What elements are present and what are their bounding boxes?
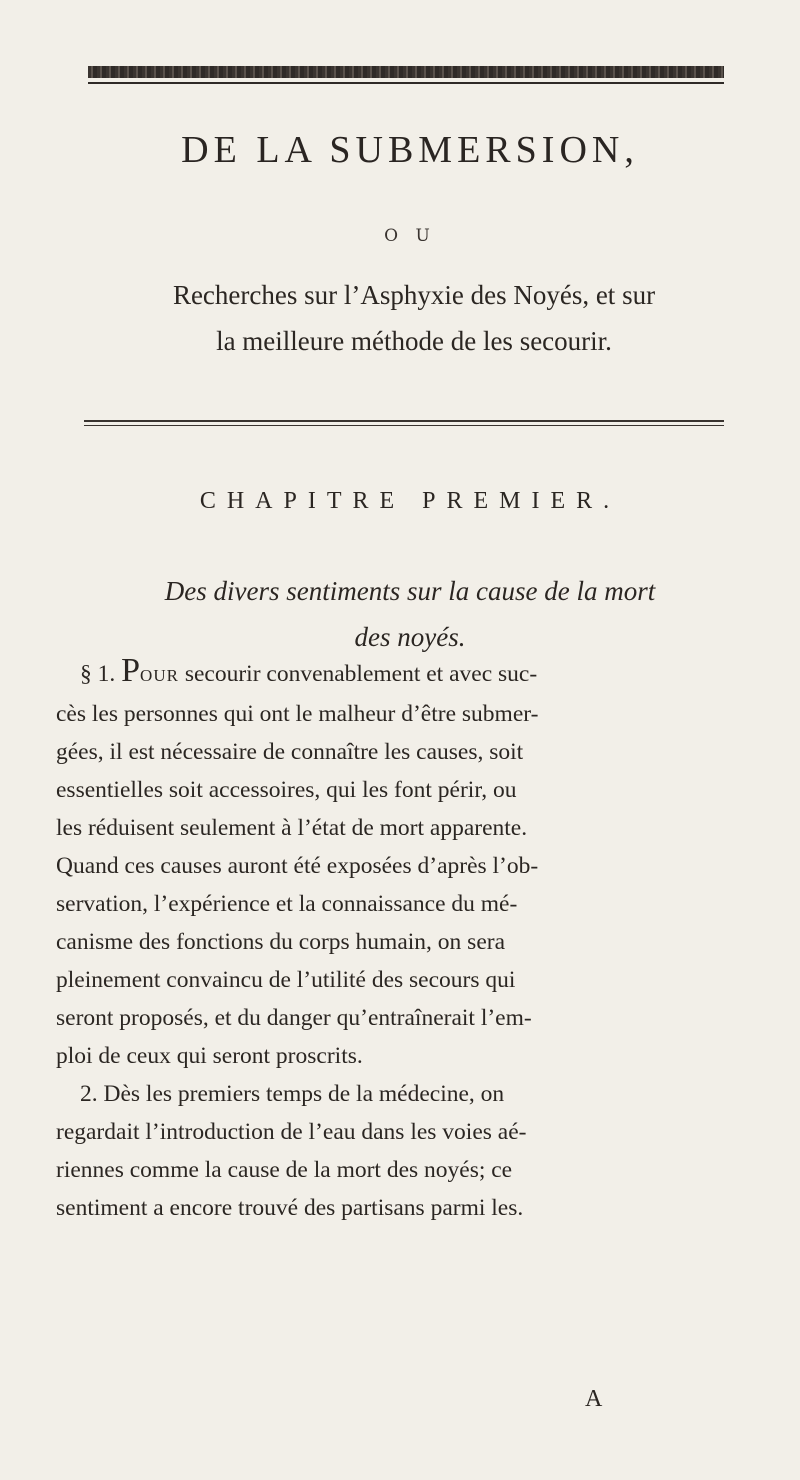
text-line: riennes comme la cause de la mort des noyés; ce bbox=[56, 1157, 513, 1183]
text-line: ploi de ceux qui seront proscrits. bbox=[56, 1043, 363, 1069]
decorative-top-rule-thin bbox=[88, 82, 724, 84]
text-line: pleinement convaincu de l’utilité des secours qui bbox=[56, 967, 516, 993]
text-line: cès les personnes qui ont le malheur d’être submer- bbox=[56, 701, 539, 727]
text-line: canisme des fonctions du corps humain, on sera bbox=[56, 929, 506, 955]
small-caps-word: OUR bbox=[140, 666, 179, 685]
subtitle bbox=[84, 272, 744, 364]
text-line: essentielles soit accessoires, qui les font périr, ou bbox=[56, 777, 517, 803]
title-conjunction: O U bbox=[384, 226, 436, 246]
paragraph-first-line bbox=[56, 652, 756, 695]
main-title: DE LA SUBMERSION, bbox=[181, 129, 639, 171]
text-line: seront proposés, et du danger qu’entraînerait l’em- bbox=[56, 1005, 532, 1031]
chapter-subtitle-line: des noyés. bbox=[354, 622, 466, 652]
text-line: les réduisent seulement à l’état de mort apparente. bbox=[56, 815, 528, 841]
text-line: 2. Dès les premiers temps de la médecine, on bbox=[80, 1081, 505, 1107]
text-line: gées, il est nécessaire de connaître les causes, soit bbox=[56, 739, 524, 765]
decorative-top-rule bbox=[88, 66, 724, 78]
section-rule-thin bbox=[84, 425, 724, 426]
signature-mark: A bbox=[585, 1386, 603, 1412]
text-line: sentiment a encore trouvé des partisans parmi les. bbox=[56, 1195, 524, 1221]
section-rule bbox=[84, 420, 724, 422]
subtitle-line: la meilleure méthode de les secourir. bbox=[216, 326, 612, 356]
chapter-title: CHAPITRE PREMIER. bbox=[199, 488, 621, 514]
chapter-subtitle bbox=[80, 568, 740, 660]
text-line: regardait l’introduction de l’eau dans les voies aé- bbox=[56, 1119, 527, 1145]
chapter-subtitle-line: Des divers sentiments sur la cause de la mort bbox=[164, 576, 656, 606]
text-line: secourir convenablement et avec suc- bbox=[184, 661, 538, 687]
body-text bbox=[56, 652, 756, 1227]
drop-capital: P bbox=[121, 652, 141, 689]
text-line: Quand ces causes auront été exposées d’après l’ob- bbox=[56, 853, 539, 879]
section-marker: § 1. bbox=[80, 661, 116, 687]
text-line: servation, l’expérience et la connaissance du mé- bbox=[56, 891, 518, 917]
subtitle-line: Recherches sur l’Asphyxie des Noyés, et sur bbox=[172, 280, 656, 310]
